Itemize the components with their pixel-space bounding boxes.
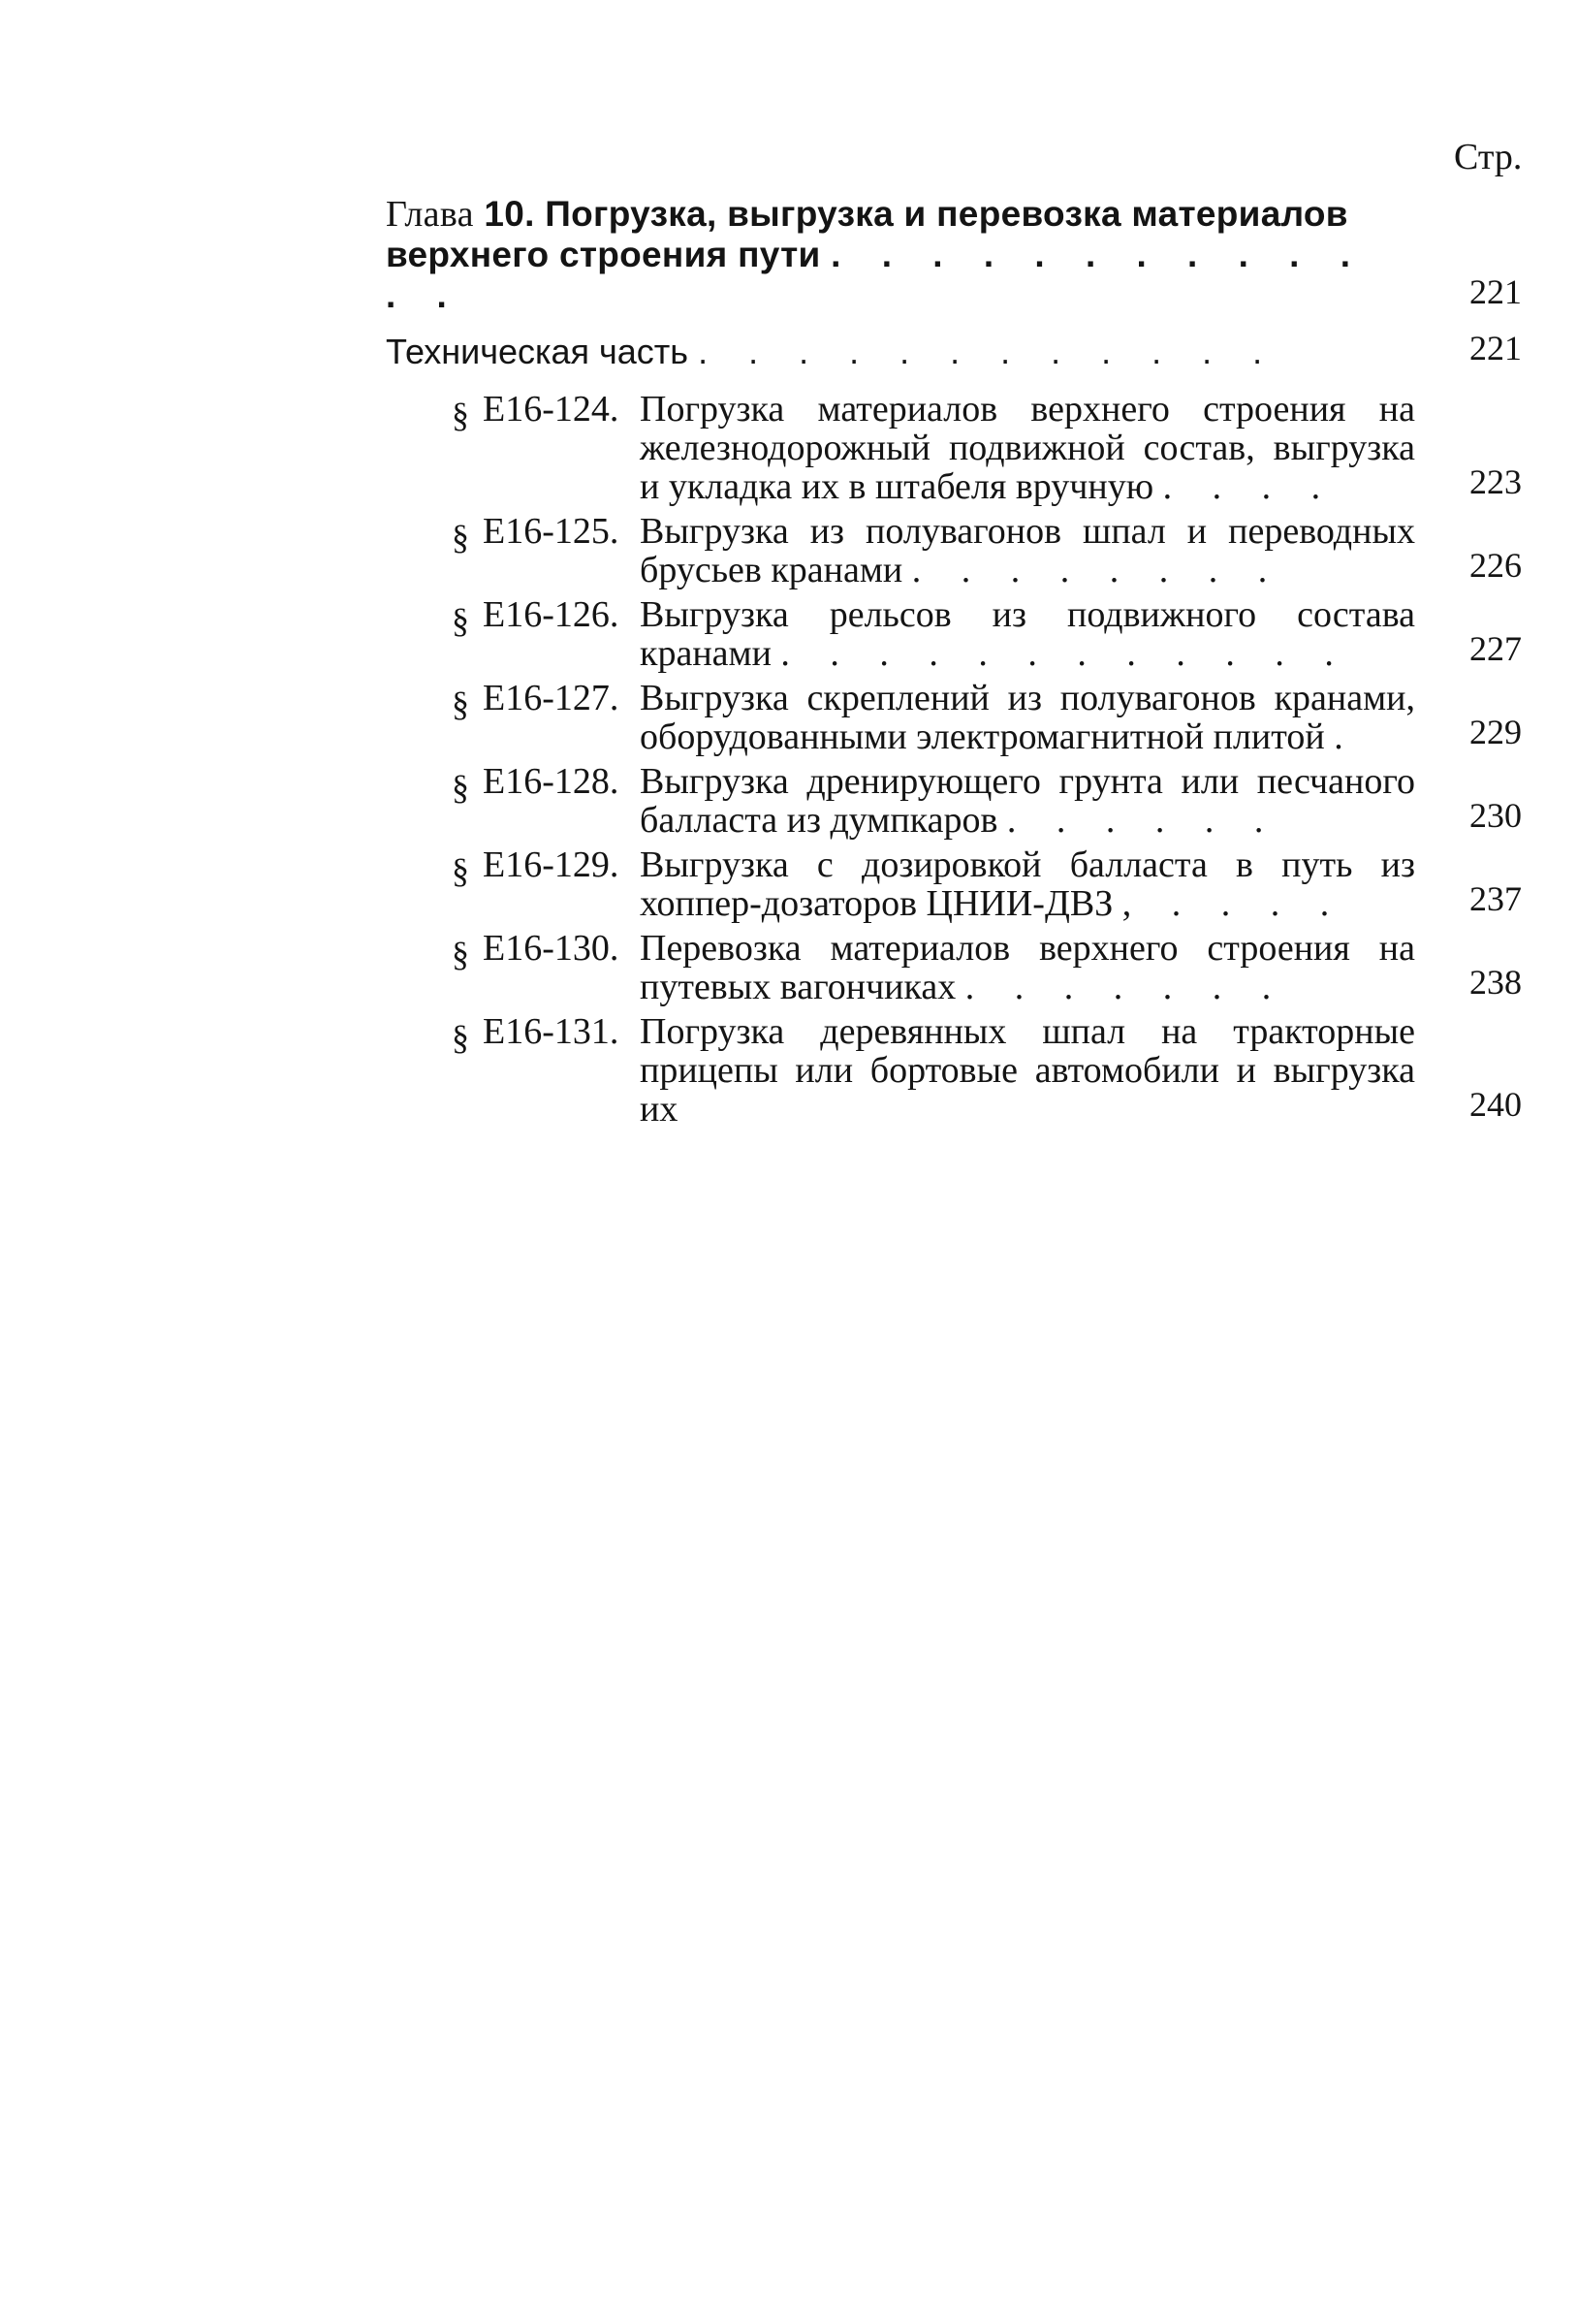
section-code: Е16-127. bbox=[483, 678, 619, 718]
chapter-page-number: 221 bbox=[1469, 272, 1522, 311]
section-title-text: Погрузка деревянных шпал на тракторные прицепы или бортовые автомобили и выгрузка их bbox=[640, 1011, 1415, 1130]
section-code: Е16-124. bbox=[483, 389, 619, 430]
section-number bbox=[386, 929, 640, 1006]
section-title bbox=[640, 512, 1415, 589]
section-sign: § bbox=[452, 518, 469, 557]
page-column-header: Стр. bbox=[1454, 137, 1523, 177]
section-code: Е16-125. bbox=[483, 511, 619, 552]
toc-section-entry bbox=[386, 679, 1549, 756]
chapter-heading bbox=[386, 194, 1413, 316]
section-leader: . . . . . . . . bbox=[911, 550, 1283, 590]
toc-section-entry bbox=[386, 390, 1549, 506]
section-title bbox=[640, 762, 1415, 840]
toc-section-entry bbox=[386, 845, 1549, 923]
part-title: Техническая часть bbox=[386, 332, 689, 371]
section-sign: § bbox=[452, 851, 469, 890]
section-leader: . . . . . . . bbox=[964, 967, 1287, 1007]
chapter-leader: . . . . . . . . . . . . . bbox=[386, 235, 1367, 315]
toc-chapter-entry bbox=[386, 194, 1549, 316]
section-number bbox=[386, 845, 640, 923]
section-sign: § bbox=[452, 601, 469, 640]
section-code: Е16-128. bbox=[483, 761, 619, 802]
toc-section-entry bbox=[386, 1012, 1549, 1129]
section-title bbox=[640, 679, 1415, 756]
section-code: Е16-131. bbox=[483, 1011, 619, 1052]
section-title-text: Погрузка материалов верхнего строения на железнодорожный подвижной состав, выгрузка и укладка их в штабеля вручную bbox=[640, 389, 1415, 507]
section-title-text: Выгрузка из полувагонов шпал и переводных брусьев кранами bbox=[640, 511, 1415, 590]
section-page-number: 238 bbox=[1469, 963, 1522, 1002]
section-title-text: Выгрузка дренирующего грунта или песчаного балласта из думпкаров bbox=[640, 761, 1415, 841]
section-title bbox=[640, 1012, 1415, 1129]
section-number bbox=[386, 679, 640, 756]
section-sign: § bbox=[452, 935, 469, 973]
toc-part-entry bbox=[386, 329, 1549, 372]
section-number bbox=[386, 1012, 640, 1129]
section-code: Е16-126. bbox=[483, 594, 619, 635]
section-title-text: Перевозка материалов верхнего строения на путевых вагончиках bbox=[640, 928, 1415, 1007]
table-of-contents bbox=[386, 194, 1549, 1129]
section-page-number: 237 bbox=[1469, 879, 1522, 918]
part-leader: . . . . . . . . . . . . bbox=[698, 332, 1278, 371]
section-number bbox=[386, 512, 640, 589]
section-title bbox=[640, 929, 1415, 1006]
toc-section-entry bbox=[386, 595, 1549, 673]
section-page-number: 240 bbox=[1469, 1085, 1522, 1124]
section-number bbox=[386, 390, 640, 506]
section-code: Е16-129. bbox=[483, 844, 619, 885]
section-sign: § bbox=[452, 1018, 469, 1057]
section-page-number: 223 bbox=[1469, 462, 1522, 501]
toc-section-entry bbox=[386, 929, 1549, 1006]
section-page-number: 229 bbox=[1469, 713, 1522, 751]
toc-section-entry bbox=[386, 512, 1549, 589]
section-sign: § bbox=[452, 684, 469, 723]
section-number bbox=[386, 762, 640, 840]
section-page-number: 230 bbox=[1469, 796, 1522, 835]
section-title-text: Выгрузка рельсов из подвижного состава кранами bbox=[640, 594, 1415, 674]
section-number bbox=[386, 595, 640, 673]
section-title-text: Выгрузка скреплений из полувагонов кранами, оборудованными электромагнитной плитой bbox=[640, 678, 1415, 757]
section-code: Е16-130. bbox=[483, 928, 619, 969]
section-title-text: Выгрузка с дозировкой балласта в путь из хоппер-дозаторов ЦНИИ-ДВЗ bbox=[640, 844, 1415, 924]
chapter-label: Глава bbox=[386, 194, 474, 235]
part-page-number: 221 bbox=[1469, 329, 1522, 367]
section-sign: § bbox=[452, 396, 469, 434]
section-page-number: 226 bbox=[1469, 546, 1522, 585]
section-page-number: 227 bbox=[1469, 629, 1522, 668]
section-title bbox=[640, 845, 1415, 923]
toc-section-entry bbox=[386, 762, 1549, 840]
chapter-title: 10. Погрузка, выгрузка и перевозка материалов верхнего строения пути bbox=[386, 194, 1348, 274]
section-leader: . bbox=[1334, 716, 1359, 757]
section-list bbox=[386, 390, 1549, 1129]
part-heading bbox=[386, 332, 1413, 372]
section-title bbox=[640, 595, 1415, 673]
section-sign: § bbox=[452, 768, 469, 807]
section-leader: , . . . . bbox=[1121, 883, 1345, 924]
section-title bbox=[640, 390, 1415, 506]
section-leader: . . . . . . . . . . . . bbox=[780, 633, 1349, 674]
section-leader: . . . . bbox=[1162, 466, 1337, 507]
section-leader: . . . . . . bbox=[1006, 800, 1279, 841]
